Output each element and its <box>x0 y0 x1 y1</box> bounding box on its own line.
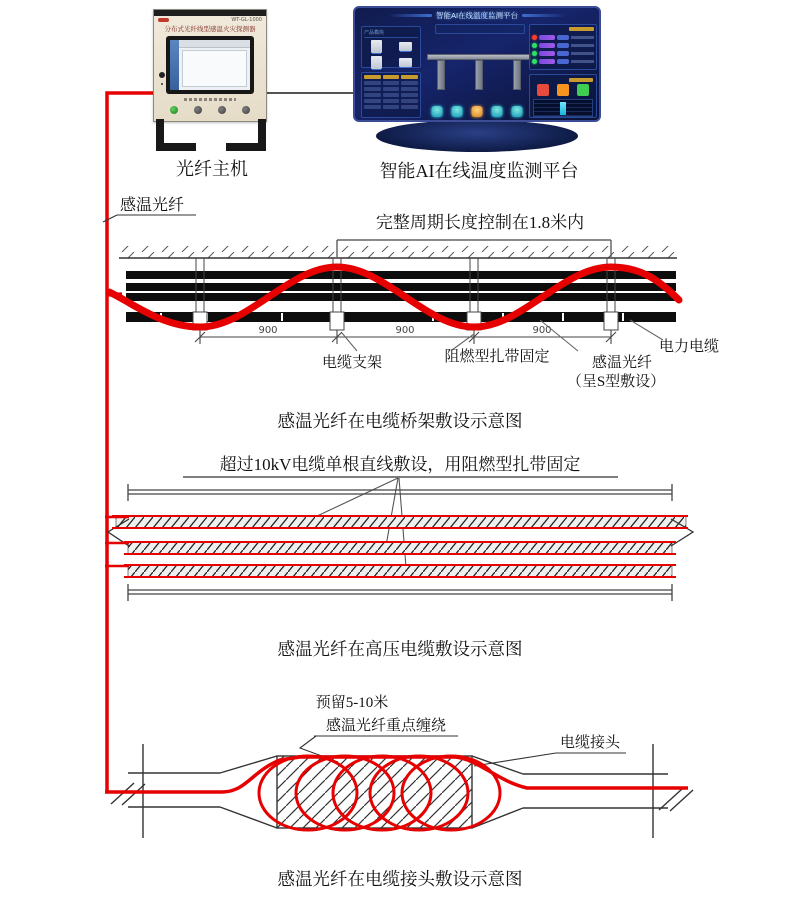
alarm-tile-orange <box>557 84 569 96</box>
status-dot-alarm <box>532 35 537 40</box>
device-model: WT-GL-1000 <box>231 17 262 23</box>
brand-logo <box>158 18 169 22</box>
fiber-host-device <box>150 6 272 168</box>
device-button <box>242 106 250 114</box>
front-buttons <box>154 106 266 114</box>
screen-sidebar <box>170 40 179 90</box>
status-dot-ok <box>532 43 537 48</box>
product-thumb <box>399 42 412 51</box>
company-name-text <box>184 98 236 101</box>
dashboard-icon-highlight <box>472 106 483 117</box>
tray-pier <box>475 60 483 90</box>
device-foot-left <box>156 119 196 151</box>
d3-label-wrap: 感温光纤重点缠绕 <box>325 718 447 734</box>
key-lock-icon <box>159 72 165 78</box>
d1-dim-900-2: 900 <box>395 325 415 336</box>
status-list-panel <box>529 24 597 70</box>
monitoring-platform <box>350 4 604 154</box>
d1-dim-900-1: 900 <box>258 325 278 336</box>
device-title: 分布式光纤线型感温火灾探测器 <box>164 26 256 33</box>
screen-toolbar <box>179 40 250 48</box>
d2-caption: 感温光纤在高压电缆敷设示意图 <box>277 639 523 659</box>
device-screen <box>166 36 254 94</box>
mini-bar-chart <box>533 99 593 117</box>
d1-label-bracket: 电缆支架 <box>321 355 383 371</box>
d2-cables <box>108 516 693 577</box>
center-header-bar <box>435 24 525 34</box>
platform-label: 智能AI在线温度监测平台 <box>379 161 579 181</box>
dashboard-icon <box>432 106 443 117</box>
status-panel-title <box>569 27 594 31</box>
alarm-chart-panel <box>529 74 597 118</box>
tray-pier <box>437 60 445 90</box>
product-thumb <box>371 56 382 69</box>
d1-tray <box>119 246 677 258</box>
platform-base <box>376 120 578 152</box>
product-thumb <box>371 40 382 53</box>
d1-label-fiber-1: 感温光纤 <box>591 355 653 371</box>
alarm-tile-green <box>577 84 589 96</box>
screen-chart-area <box>182 50 247 87</box>
d3-label-reserve: 预留5-10米 <box>315 695 389 711</box>
fiber-callout <box>103 215 196 222</box>
d3-label-joint: 电缆接头 <box>559 735 621 751</box>
platform-screen <box>353 6 601 122</box>
host-label: 光纤主机 <box>176 159 248 179</box>
dashboard-icon <box>452 106 463 117</box>
device-cabinet <box>153 9 267 122</box>
d1-dim-900-3: 900 <box>532 325 552 336</box>
alarm-panel-title <box>569 78 593 82</box>
d1-label-fiber-2: （呈S型敷设） <box>566 374 666 390</box>
d1-label-power-cable: 电力电缆 <box>658 339 720 355</box>
title-wing-left <box>388 14 432 17</box>
d2-header: 超过10kV电缆单根直线敷设，用阻燃型扎带固定 <box>219 455 581 474</box>
device-button <box>194 106 202 114</box>
device-foot-right <box>226 119 266 151</box>
d1-label-tie: 阻燃型扎带固定 <box>444 349 550 365</box>
dashboard-icon <box>512 106 523 117</box>
tray-pier <box>513 60 521 90</box>
d1-caption: 感温光纤在电缆桥架敷设示意图 <box>277 411 523 431</box>
product-thumb <box>399 58 412 67</box>
product-module-title: 产品模块 <box>364 29 418 38</box>
status-dot-ok <box>532 51 537 56</box>
bridge-graphic <box>427 52 531 94</box>
device-button <box>218 106 226 114</box>
status-dot-ok <box>532 59 537 64</box>
realtime-table-panel <box>361 72 421 118</box>
title-wing-right <box>522 14 566 17</box>
bottom-icon-row <box>432 106 523 117</box>
alarm-tile-red <box>537 84 549 96</box>
product-module-panel <box>361 26 421 68</box>
d3-caption: 感温光纤在电缆接头敷设示意图 <box>277 869 523 889</box>
dashboard-icon <box>492 106 503 117</box>
power-button <box>170 106 178 114</box>
platform-screen-title: 智能AI在线温度监测平台 <box>435 11 519 20</box>
d1-header: 完整周期长度控制在1.8米内 <box>375 213 585 232</box>
fiber-label: 感温光纤 <box>120 197 185 214</box>
